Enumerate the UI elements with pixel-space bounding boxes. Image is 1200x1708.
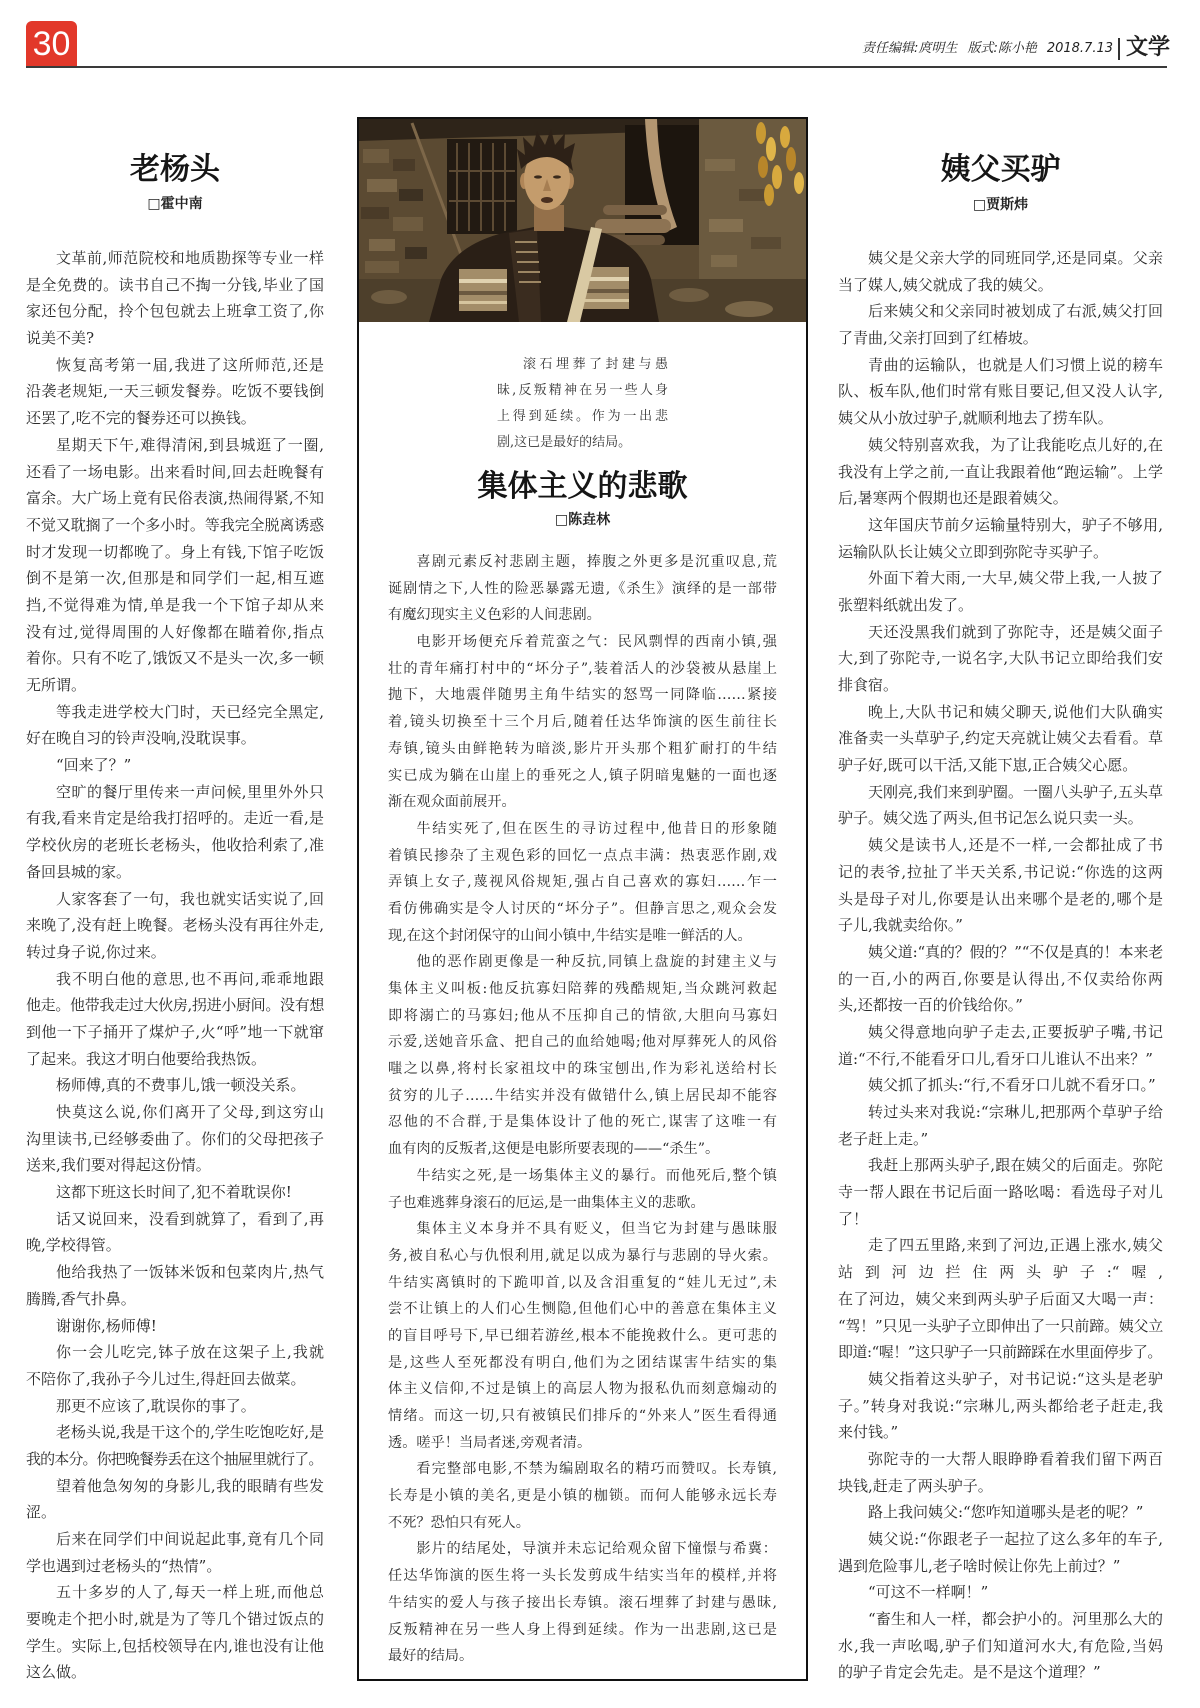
paragraph [838, 512, 1163, 565]
text-line: 学校伙房的老班长老杨头，他收拾利索了,准 [26, 836, 324, 855]
paragraph [838, 1579, 1163, 1606]
text-line: 弄镇上女子,蔑视风俗规矩,强占自己喜欢的寡妇……乍一 [388, 874, 777, 891]
text-line: 的驴子肯定会先走。是不是这个道理？” [838, 1663, 1101, 1682]
text-line: 了！ [838, 1209, 869, 1228]
text-line: 没有过,觉得周围的人好像都在瞄着你,指点 [26, 622, 324, 641]
text-line: 忍他的不合群,于是集体设计了他的死亡,谋害了这唯一有 [388, 1114, 777, 1131]
text-line: 了起来。我这才明白他要给我热饭。 [26, 1049, 267, 1068]
paragraph [388, 1163, 777, 1216]
text-line: 恢复高考第一届,我进了这所师范,还是 [56, 355, 324, 374]
text-line: 他的恶作剧更像是一种反抗,同镇上盘旋的封建主义与 [416, 954, 777, 971]
text-line: 姨父从小放过驴子,就顺利地去了捞车队。 [838, 409, 1113, 428]
text-line: 诞剧情之下,人性的险恶暴露无遗,《杀生》演绎的是一部带 [388, 580, 777, 597]
text-line: 转过身子说,你过来。 [26, 942, 166, 961]
paragraph [26, 1313, 324, 1340]
text-line: 转过头来对我说:“宗琳儿,把那两个草驴子给 [868, 1103, 1163, 1121]
text-line: 滚石埋葬了封建与愚 [523, 357, 668, 372]
paragraph [26, 1179, 324, 1206]
editor-credit: 责任编辑:庹明生 [862, 41, 958, 56]
paragraph [838, 939, 1163, 1019]
text-line: 挡,不觉得难为情,单是我一个下馆子却从来 [26, 595, 324, 614]
text-line: 弥陀寺的一大帮人眼睁睁看着我们留下两百 [868, 1449, 1163, 1468]
text-line: 着,镜头切换至十三个月后,随着任达华饰演的医生前往长 [388, 714, 777, 731]
text-line: 是,这些人至死都没有明白,他们为之团结谋害牛结实的集 [388, 1354, 777, 1371]
layout-credit: 版式:陈小艳 [967, 41, 1037, 56]
text-line: 任达华饰演的医生将一头长发剪成牛结实当年的模样,并将 [388, 1568, 777, 1585]
text-line: 备回县城的家。 [26, 862, 132, 881]
text-line: 后来在同学们中间说起此事,竟有几个同 [56, 1530, 324, 1548]
paragraph [26, 779, 324, 886]
text-line: 影片的结尾处，导演并未忘记给观众留下憧憬与希冀： [416, 1541, 777, 1558]
paragraph [497, 352, 668, 456]
text-line: 着镇民掺杂了主观色彩的回忆一点点丰满：热衷恶作剧,戏 [388, 847, 777, 864]
paragraph [838, 1152, 1163, 1232]
text-line: 血有肉的反叛者,这便是电影所要表现的——“杀生”。 [388, 1141, 720, 1158]
text-line: 这年国庆节前夕运输量特别大，驴子不够用, [868, 515, 1163, 534]
text-line: 文革前,师范院校和地质勘探等专业一样 [56, 249, 324, 267]
text-line: 道:“不行,不能看牙口儿,看牙口儿谁认不出来？” [838, 1049, 1153, 1068]
text-line: 姨父说:“你跟老子一起拉了这么多年的车子, [868, 1530, 1163, 1548]
text-line: 反叛精神在另一些人身上得到延续。作为一出悲剧,这已是 [388, 1621, 777, 1638]
text-line: 姨父是读书人,还是不一样,一会都扯成了书 [868, 836, 1163, 855]
text-line: 话又说回来，没看到就算了，看到了,再 [56, 1209, 324, 1228]
text-line: 学也遇到过老杨头的“热情”。 [26, 1556, 222, 1575]
paragraph [838, 432, 1163, 512]
text-line: “可这不一样啊！” [868, 1583, 989, 1602]
paragraph [838, 1366, 1163, 1446]
article-lao-yang-tou [26, 0, 324, 1708]
text-line: 遇到危险事儿,老子啥时候让你先上前过？” [838, 1556, 1121, 1575]
text-line: 在了河边，姨父来到两头驴子后面又大喝一声： [838, 1289, 1163, 1308]
paragraph [26, 432, 324, 699]
text-line: 后来姨父和父亲同时被划成了右派,姨父打回 [868, 302, 1163, 321]
article-author: □贾斯炜 [972, 197, 1029, 213]
paragraph [838, 699, 1163, 779]
text-line: 走了四五里路,来到了河边,正遇上涨水,姨父 [868, 1236, 1163, 1255]
text-line: 望着他急匆匆的身影儿,我的眼睛有些发 [56, 1476, 324, 1495]
text-line: 头,还都按一百的价钱给你。” [838, 996, 1023, 1015]
article-author: □陈垚林 [554, 512, 611, 528]
text-line: 即将溺亡的马寡妇;他从不压抑自己的情欲,大胆向马寡妇 [388, 1007, 777, 1024]
text-line: 子。”转身对我说:“宗琳儿,两头都给老子赶走,我 [838, 1396, 1163, 1415]
article-collectivism-elegy [357, 117, 808, 1681]
text-line: 你一会儿吃完,钵子放在这架子上,我就 [56, 1343, 324, 1362]
paragraph [26, 1259, 324, 1312]
text-line: 电影开场便充斥着荒蛮之气：民风剽悍的西南小镇,强 [416, 634, 777, 651]
text-line: 学生。实际上,包括校领导在内,谁也没有让他 [26, 1636, 324, 1655]
paragraph [26, 886, 324, 966]
text-line: 姨父道:“真的？假的？”“不仅是真的！本来老 [868, 942, 1163, 961]
text-line: 准备卖一头草驴子,约定天亮就让姨父去看看。草 [838, 729, 1163, 748]
text-line: 说美不美? [26, 329, 95, 348]
paragraph [26, 1339, 324, 1392]
paragraph [388, 629, 777, 816]
text-line: 昧,反叛精神在另一些人身 [497, 383, 668, 398]
text-line: 还看了一场电影。出来看时间,回去赶晚餐有 [26, 462, 324, 481]
text-line: 人家客套了一句，我也就实话实说了,回 [56, 889, 324, 908]
text-line: 排食宿。 [838, 676, 899, 694]
text-line: 姨父特别喜欢我，为了让我能吃点儿好的,在 [868, 435, 1163, 454]
article-yifu-buys-donkey [838, 0, 1163, 1708]
paragraph [838, 1072, 1163, 1099]
text-line: 情绪。而这一切,只有被镇民们排斥的“外来人”医生看得通 [388, 1408, 777, 1424]
paragraph [26, 966, 324, 1073]
text-line: 牛结实的爱人与孩子接出长寿镇。滚石埋葬了封建与愚昧, [388, 1594, 777, 1611]
text-line: 我没有上学之前,一直让我跟着他“跑运输”。上学 [838, 462, 1163, 481]
paragraph [838, 298, 1163, 351]
pull-quote [497, 352, 668, 456]
article-body [838, 245, 1163, 1686]
text-line: 路上我问姨父:“您咋知道哪头是老的呢？” [868, 1503, 1144, 1522]
paragraph [838, 1019, 1163, 1072]
text-line: 老杨头说,我是干这个的,学生吃饱吃好,是 [56, 1423, 324, 1442]
paragraph [26, 245, 324, 352]
text-line: 了青曲,父亲打回到了红椿坡。 [838, 329, 1038, 348]
paragraph [26, 699, 324, 752]
text-line: 要晚走个把小时,就是为了等几个错过饭点的 [26, 1610, 324, 1629]
text-line: 实已成为躺在山崖上的垂死之人,镇子阴暗鬼魅的一面也逐 [388, 767, 777, 784]
text-line: 这都下班这长时间了,犯不着耽误你! [56, 1183, 292, 1202]
text-line: 不觉又耽搁了一个多小时。等我完全脱离诱惑 [26, 515, 324, 534]
text-line: 好在晚自习的铃声没响,没耽误事。 [26, 729, 256, 748]
text-line: 沿袭老规矩,一天三顿发餐券。吃饭不要钱倒 [26, 382, 324, 401]
text-line: 的盲目呼号下,早已细若游丝,根本不能挽救什么。更可悲的 [388, 1327, 777, 1344]
paragraph [838, 832, 1163, 939]
text-line: 晚,学校得管。 [26, 1236, 121, 1255]
text-line: 站到河边拦住两头驴子:“喔, [838, 1263, 1163, 1282]
text-line: 杨师傅,真的不费事儿,饿一顿没关系。 [56, 1076, 306, 1095]
text-line: 剧,这已是最好的结局。 [497, 435, 632, 450]
article-title: 老杨头 [130, 152, 220, 187]
text-line: 长寿是小镇的美名,更是小镇的枷锁。而何人能够永远长寿 [388, 1488, 777, 1505]
paragraph [26, 1526, 324, 1579]
text-line: 张塑料纸就出发了。 [838, 595, 974, 614]
text-line: 当了媒人,姨父就成了我的姨父。 [838, 275, 1053, 294]
text-line: 子也难逃葬身滚石的厄运,是一曲集体主义的悲歌。 [388, 1194, 705, 1211]
text-line: 有我,看来肯定是给我打招呼的。走近一看,是 [26, 809, 324, 828]
text-line: 天刚亮,我们来到驴圈。一圈八头驴子,五头草 [868, 782, 1163, 801]
text-line: 记的表爷,拉扯了半天关系,书记说:“你选的这两 [838, 862, 1163, 881]
text-line: 等我走进学校大门时，天已经完全黑定, [56, 702, 324, 721]
paragraph [26, 352, 324, 432]
text-line: 是全免费的。读书自己不掏一分钱,毕业了国 [26, 275, 324, 294]
text-line: 水,我一声吆喝,驴子们知道河水大,有危险,当妈 [838, 1636, 1163, 1655]
text-line: 现,在这个封闭保守的山间小镇中,牛结实是唯一鲜活的人。 [388, 927, 752, 944]
text-line: 他走。他带我走过大伙房,拐进小厨间。没有想 [26, 996, 324, 1015]
text-line: 牛结实离镇时的下跪叩首,以及含泪重复的“娃儿无过”,未 [388, 1274, 777, 1291]
text-line: 青曲的运输队，也就是人们习惯上说的耪车 [868, 355, 1163, 374]
text-line: 快莫这么说,你们离开了父母,到这穷山 [56, 1103, 324, 1121]
text-line: 来晚了,没有赶上晚餐。老杨头没有再往外走, [26, 916, 324, 935]
text-line: 务,被自私心与仇恨利用,就足以成为暴行与悲剧的导火索。 [388, 1247, 777, 1264]
text-line: 渐在观众面前展开。 [388, 794, 516, 811]
paragraph [388, 949, 777, 1163]
paragraph [388, 1216, 777, 1456]
text-line: 我不明白他的意思,也不再问,乖乖地跟 [56, 969, 324, 988]
text-line: 驴子好,既可以干活,又能下崽,正合姨父心愿。 [838, 756, 1138, 775]
text-line: 这么做。 [26, 1663, 87, 1682]
text-line: 无所谓。 [26, 676, 87, 694]
paragraph [838, 1606, 1163, 1686]
paragraph [26, 1393, 324, 1420]
text-line: 老子赶上走。” [838, 1129, 929, 1148]
text-line: 晚上,大队书记和姨父聊天,说他们大队确实 [868, 702, 1163, 721]
article-title: 集体主义的悲歌 [477, 469, 688, 504]
text-line: 天还没黑我们就到了弥陀寺，还是姨父面子 [868, 622, 1163, 641]
text-line: 姨父指着这头驴子，对书记说:“这头是老驴 [868, 1369, 1163, 1388]
text-line: 空旷的餐厅里传来一声问候,里里外外只 [56, 782, 324, 801]
text-line: 外面下着大雨,一大早,姨父带上我,一人披了 [868, 569, 1163, 588]
text-line: 嗤之以鼻,将村长家祖坟中的珠宝刨出,作为彩礼送给村长 [388, 1061, 777, 1078]
article-body [26, 245, 324, 1686]
text-line: 集体主义叫板:他反抗寡妇陪葬的残酷规矩,当众跳河救起 [388, 981, 777, 997]
text-line: 头是母子对儿,你要是认出来哪个是老的,哪个是 [838, 889, 1163, 908]
text-line: 看仿佛确实是令人讨厌的“坏分子”。但静言思之,观众会发 [388, 900, 777, 917]
text-line: 沟里读书,已经够委曲了。你们的父母把孩子 [26, 1129, 324, 1148]
paragraph [26, 1473, 324, 1526]
text-line: 最好的结局。 [388, 1648, 474, 1665]
text-line: 时才发现一切都晚了。身上有钱,下馆子吃饭 [26, 542, 324, 561]
text-line: “驾！”只见一头驴子立即伸出了一只前蹄。姨父立 [838, 1316, 1163, 1335]
paragraph [838, 1099, 1163, 1152]
paragraph [838, 779, 1163, 832]
text-line: 块钱,赶走了两头驴子。 [838, 1476, 993, 1495]
text-line: 谢谢你,杨师傅! [56, 1316, 157, 1335]
text-line: 寿镇,镜头由鲜艳转为暗淡,影片开头那个粗犷耐打的牛结 [388, 740, 777, 757]
paragraph [26, 1072, 324, 1099]
text-line: 体主义信仰,不过是镇上的高层人物为报私仇而刻意煽动的 [388, 1381, 777, 1398]
paragraph [838, 1526, 1163, 1579]
text-line: 不陪你了,我孙子今儿过生,得赶回去做菜。 [26, 1369, 306, 1388]
paragraph [388, 816, 777, 949]
text-line: 有魔幻现实主义色彩的人间悲剧。 [388, 607, 601, 624]
text-line: 透。嗟乎！当局者迷,旁观者清。 [388, 1434, 592, 1451]
text-line: 牛结实死了,但在医生的寻访过程中,他昔日的形象随 [416, 820, 777, 837]
text-line: 姨父抓了抓头:“行,不看牙口儿就不看牙口。” [868, 1076, 1156, 1095]
text-line: 大,到了弥陀寺,一说名字,大队书记立即给我们安 [838, 649, 1163, 668]
paragraph [26, 1579, 324, 1686]
text-line: 壮的青年痛打村中的“坏分子”,装着活人的沙袋被从悬崖上 [388, 660, 777, 677]
text-line: 五十多岁的人了,每天一样上班,而他总 [56, 1583, 324, 1602]
text-line: 看完整部电影,不禁为编剧取名的精巧而赞叹。长寿镇, [416, 1461, 777, 1478]
text-line: 即道:“喔！”这只驴子一只前蹄踩在水里面停步了。 [838, 1343, 1162, 1362]
paragraph [388, 549, 777, 629]
text-line: 不死？恐怕只有死人。 [388, 1514, 530, 1531]
text-line: 姨父是父亲大学的同班同学,还是同桌。父亲 [868, 249, 1163, 267]
page-number-badge: 30 [26, 21, 77, 66]
text-line: 星期天下午,难得清闲,到县城逛了一圈, [56, 435, 324, 454]
article-title: 姨父买驴 [940, 152, 1061, 187]
text-line: 抛下，大地震伴随男主角牛结实的怒骂一同降临……紧接 [388, 687, 777, 704]
text-line: 上得到延续。作为一出悲 [497, 409, 668, 424]
issue-date: 2018.7.13 [1046, 41, 1113, 56]
paragraph [388, 1456, 777, 1536]
paragraph [26, 752, 324, 779]
text-line: 牛结实之死,是一场集体主义的暴行。而他死后,整个镇 [416, 1167, 777, 1184]
text-line: 尝不让镇上的人们心生恻隐,但他们心中的善意在集体主义 [388, 1301, 777, 1318]
text-line: 运输队队长让姨父立即到弥陀寺买驴子。 [838, 542, 1109, 561]
text-line: 驴子。姨父选了两头,但书记怎么说只卖一头。 [838, 809, 1143, 828]
film-still-scene [359, 119, 806, 322]
text-line: 的一百,小的两百,你要是认得出,不仅卖给你两 [838, 969, 1163, 988]
text-line: 我的本分。你把晚餐券丢在这个抽屉里就行了。 [26, 1449, 323, 1468]
paragraph [838, 565, 1163, 618]
text-line: 喜剧元素反衬悲剧主题，捧腹之外更多是沉重叹息,荒 [416, 554, 777, 570]
text-line: 腾腾,香气扑鼻。 [26, 1289, 136, 1308]
text-line: 子儿,我就卖给你。” [838, 916, 963, 935]
paragraph [838, 1446, 1163, 1499]
article-body [388, 549, 777, 1670]
paragraph [838, 352, 1163, 432]
text-line: 送来,我们要对得起这份情。 [26, 1156, 211, 1175]
text-line: 寺一帮人跟在书记后面一路吆喝：看选母子对儿 [838, 1183, 1163, 1202]
section-label: 文学 [1126, 35, 1171, 60]
paragraph [26, 1099, 324, 1179]
text-line: 到他一下子捅开了煤炉子,火“呼”地一下就窜 [26, 1022, 324, 1041]
text-line: 集体主义本身并不具有贬义，但当它为封建与愚昧服 [416, 1221, 777, 1238]
article-author: □霍中南 [147, 196, 203, 212]
paragraph [838, 1232, 1163, 1365]
text-line: “畜生和人一样，都会护小的。河里那么大的 [868, 1610, 1163, 1629]
text-line: 还罢了,吃不完的餐券还可以换钱。 [26, 409, 256, 428]
text-line: 后,暑寒两个假期也还是跟着姨父。 [838, 489, 1068, 508]
text-line: 队、板车队,他们时常有账目要记,但又没人认字, [838, 382, 1163, 401]
text-line: 着你。只有不吃了,饿饭又不是头一次,多一顿 [26, 649, 324, 668]
paragraph [838, 245, 1163, 298]
text-line: 那更不应该了,耽误你的事了。 [56, 1396, 256, 1415]
text-line: 示爱,送她音乐盒、把自己的血给她喝;他对厚葬死人的风俗 [388, 1034, 777, 1051]
text-line: 富余。大广场上竟有民俗表演,热闹得紧,不知 [26, 489, 324, 508]
film-still-photo [359, 119, 806, 322]
paragraph [838, 619, 1163, 699]
paragraph [26, 1206, 324, 1259]
text-line: 涩。 [26, 1503, 57, 1522]
paragraph [388, 1536, 777, 1669]
paragraph [26, 1419, 324, 1472]
text-line: 他给我热了一饭钵米饭和包菜肉片,热气 [56, 1263, 324, 1282]
text-line: 倒不是第一次,但那是和同学们一起,相互遮 [26, 569, 324, 588]
text-line: 来付钱。” [838, 1423, 899, 1442]
paragraph [838, 1499, 1163, 1526]
text-line: 贫穷的儿子……牛结实并没有做错什么,镇上居民却不能容 [388, 1087, 777, 1104]
text-line: 家还包分配，拎个包包就去上班拿工资了,你 [26, 302, 324, 321]
text-line: 我赶上那两头驴子,跟在姨父的后面走。弥陀 [868, 1156, 1163, 1175]
text-line: “回来了？” [56, 756, 132, 775]
text-line: 姨父得意地向驴子走去,正要扳驴子嘴,书记 [868, 1022, 1163, 1041]
